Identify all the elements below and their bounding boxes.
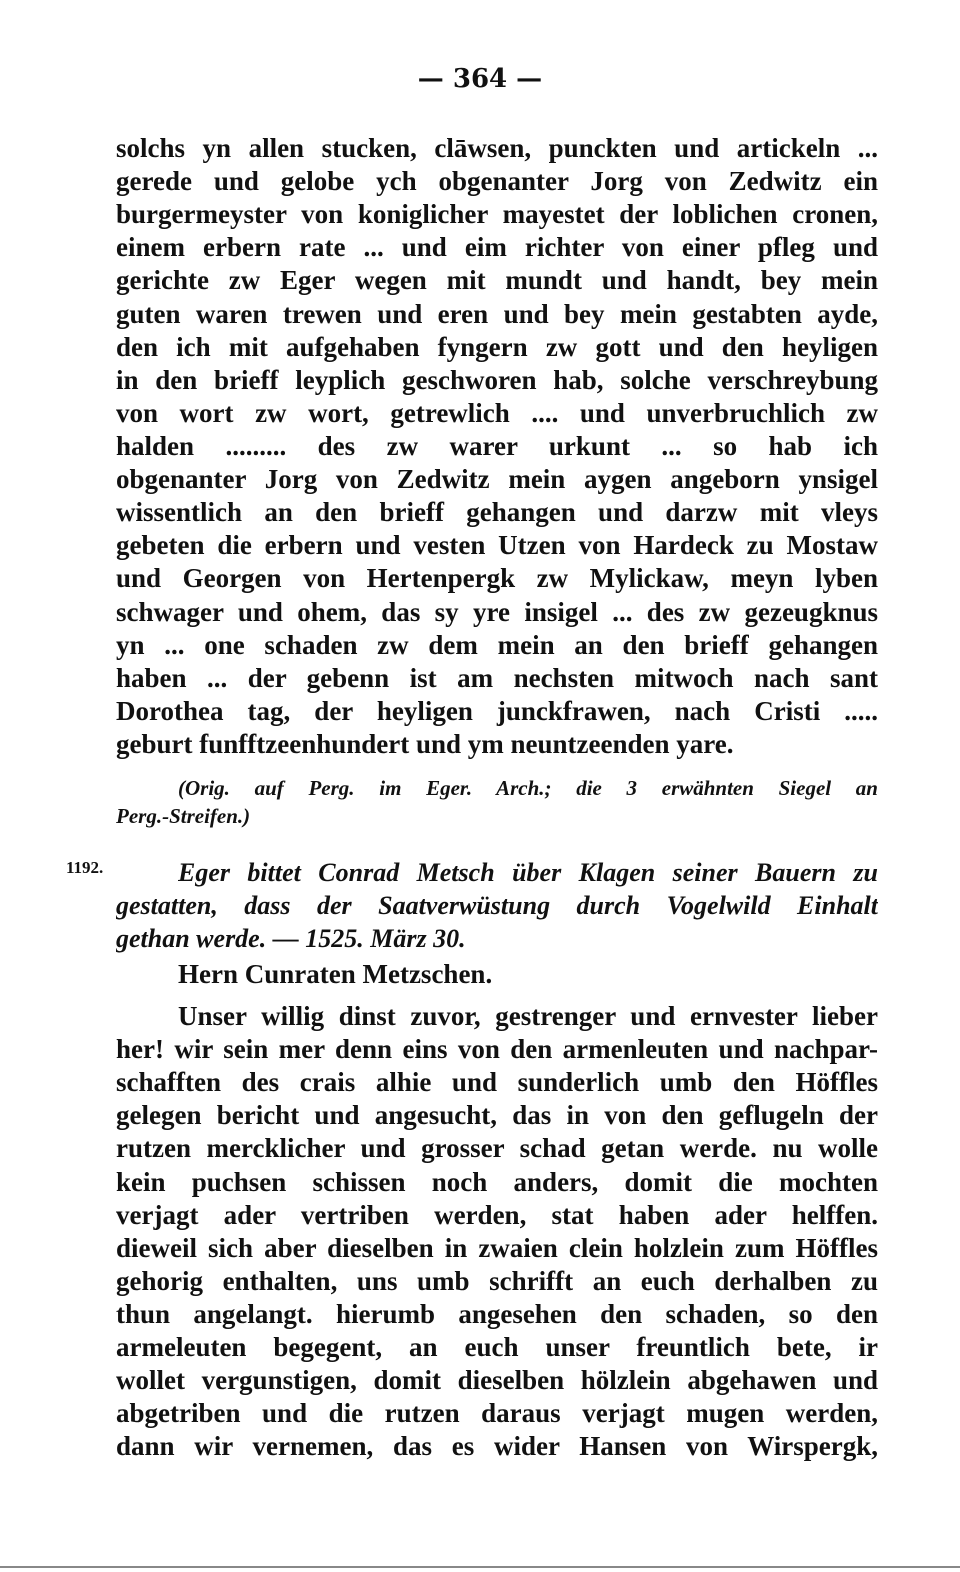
- archive-note-line: Perg.-Streifen.): [116, 804, 251, 828]
- letter-body-line: armeleuten begegent, an euch unser freuntlich bete, ir: [116, 1332, 878, 1362]
- paragraph-line: und Georgen von Hertenpergk zw Mylickaw, meyn lyben: [116, 563, 878, 593]
- letter-body-line: rutzen mercklicher und grosser schad getan werde. nu wolle: [116, 1133, 878, 1163]
- archive-note-line: (Orig. auf Perg. im Eger. Arch.; die 3 erwähnten Siegel an: [178, 776, 878, 800]
- letter-body-line: abgetriben und die rutzen daraus verjagt mugen werden,: [116, 1398, 878, 1428]
- paragraph-line: den ich mit aufgehaben fyngern zw gott und den heyligen: [116, 332, 878, 362]
- paragraph-line: burgermeyster von koniglicher mayestet der loblichen cronen,: [116, 199, 878, 229]
- paragraph-line: wissentlich an den brieff gehangen und darzw mit vleys: [116, 497, 878, 527]
- entry-heading-line: gethan werde. — 1525. März 30.: [116, 924, 466, 953]
- paragraph-line: schwager und ohem, das sy yre insigel ... des zw gezeugknus: [116, 597, 878, 627]
- paragraph-line: gerede und gelobe ych obgenanter Jorg von Zedwitz ein: [116, 166, 878, 196]
- paragraph-line: gerichte zw Eger wegen mit mundt und handt, bey mein: [116, 265, 878, 295]
- paragraph-line: gebeten die erbern und vesten Utzen von Hardeck zu Mostaw: [116, 530, 878, 560]
- paragraph-line: geburt funfftzeenhundert und ym neuntzeenden yare.: [116, 729, 734, 759]
- paragraph-line: einem erbern rate ... und eim richter von einer pfleg und: [116, 232, 878, 262]
- bottom-rule: [0, 1566, 960, 1568]
- paragraph-line: yn ... one schaden zw dem mein an den brieff gehangen: [116, 630, 878, 660]
- page-number: — 364 —: [417, 64, 543, 94]
- letter-body-line: verjagt ader vertriben werden, stat haben ader helffen.: [116, 1200, 878, 1230]
- letter-body-line: Unser willig dinst zuvor, gestrenger und ernvester lieber: [178, 1001, 878, 1031]
- paragraph-line: in den brieff leyplich geschworen hab, solche verschreybung: [116, 365, 878, 395]
- paragraph-line: guten waren trewen und eren und bey mein gestabten ayde,: [116, 299, 878, 329]
- letter-body-line: gehorig enthalten, uns umb schrifft an euch derhalben zu: [116, 1266, 878, 1296]
- entry-heading-line: gestatten, dass der Saatverwüstung durch Vogelwild Einhalt: [116, 891, 878, 920]
- letter-body-line: dieweil sich aber dieselben in zwaien clein holzlein zum Höffles: [116, 1233, 878, 1263]
- entry-number: 1192.: [66, 858, 104, 877]
- paragraph-line: obgenanter Jorg von Zedwitz mein aygen angeborn ynsigel: [116, 464, 878, 494]
- paragraph-line: von wort zw wort, getrewlich .... und unverbruchlich zw: [116, 398, 878, 428]
- letter-body-line: dann wir vernemen, das es wider Hansen von Wirspergk,: [116, 1431, 878, 1461]
- letter-address: Hern Cunraten Metzschen.: [178, 959, 493, 989]
- paragraph-line: solchs yn allen stucken, clāwsen, punckten und artickeln ...: [116, 133, 878, 163]
- entry-heading-line: Eger bittet Conrad Metsch über Klagen seiner Bauern zu: [178, 858, 878, 887]
- letter-body-line: thun angelangt. hierumb angesehen den schaden, so den: [116, 1299, 878, 1329]
- letter-body-line: kein puchsen schissen noch anders, domit die mochten: [116, 1167, 878, 1197]
- letter-body-line: gelegen bericht und angesucht, das in von den geflugeln der: [116, 1100, 878, 1130]
- paragraph-line: haben ... der gebenn ist am nechsten mitwoch nach sant: [116, 663, 878, 693]
- paragraph-line: halden ......... des zw warer urkunt ... so hab ich: [116, 431, 878, 461]
- letter-body-line: her! wir sein mer denn eins von den armenleuten und nachpar-: [116, 1034, 878, 1064]
- letter-body-line: wollet vergunstigen, domit dieselben hölzlein abgehawen und: [116, 1365, 878, 1395]
- letter-body-line: schafften des crais alhie und sunderlich umb den Höffles: [116, 1067, 878, 1097]
- paragraph-line: Dorothea tag, der heyligen junckfrawen, nach Cristi .....: [116, 696, 878, 726]
